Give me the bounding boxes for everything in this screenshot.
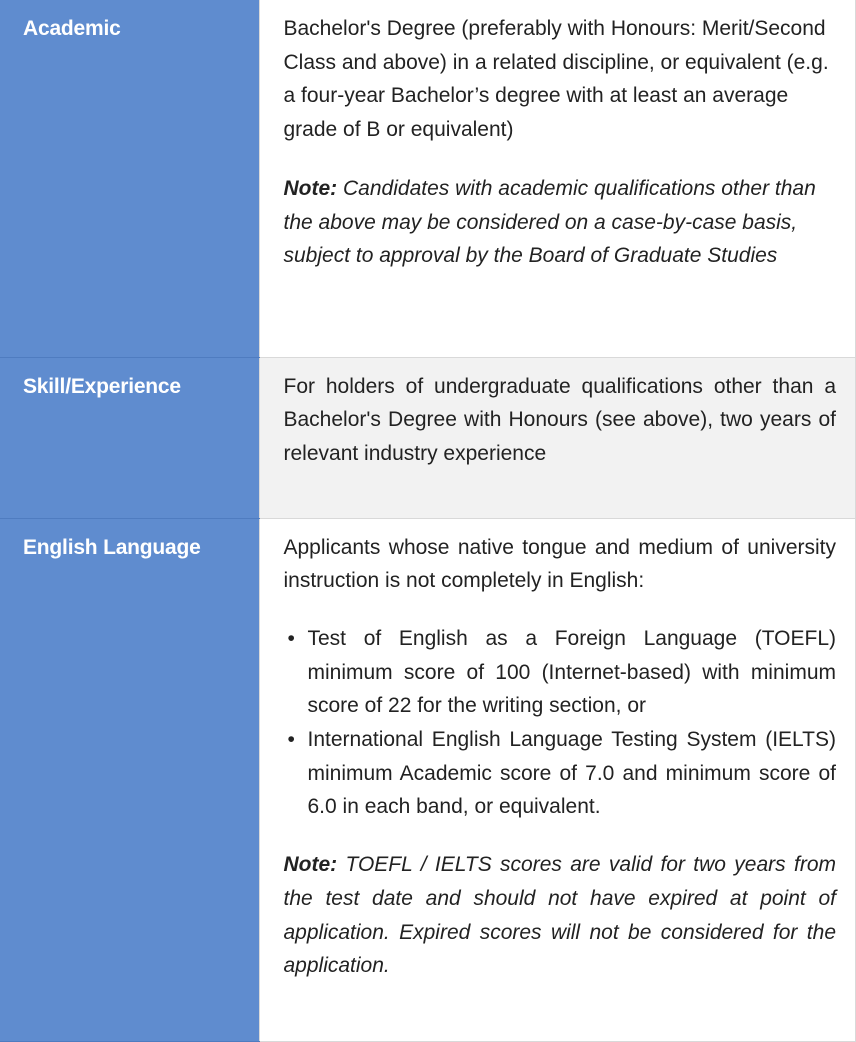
english-note <box>284 848 837 983</box>
english-intro-text: Applicants whose native tongue and medium of university instruction is not completely in English: <box>283 535 836 593</box>
row-value-skill-experience <box>259 357 856 518</box>
academic-note <box>284 172 837 273</box>
table-row-english-language <box>0 518 856 1041</box>
list-item-toefl <box>287 622 837 723</box>
academic-requirement-text: Bachelor's Degree (preferably with Honours: Merit/Second Class and above) in a related discipline, or equivalent (e.g. a four-year Bachelor’s degree with at least an average grade of B or equivalent) <box>283 17 829 142</box>
list-item-ielts <box>287 723 837 824</box>
row-label-english-language: English Language <box>0 518 259 1041</box>
table-row-academic <box>0 0 856 357</box>
row-label-skill-experience: Skill/Experience <box>0 357 259 518</box>
ielts-requirement-text: International English Language Testing System (IELTS) minimum Academic score of 7.0 and minimum score of 6.0 in each band, or equivalent. <box>307 728 836 819</box>
bullet-icon: • <box>287 728 295 752</box>
english-note-label: Note: <box>283 853 338 877</box>
bullet-icon: • <box>287 626 295 650</box>
skill-requirement-text: For holders of undergraduate qualifications other than a Bachelor's Degree with Honours (see above), two years of relevant industry experience <box>283 374 836 465</box>
toefl-requirement-text: Test of English as a Foreign Language (TOEFL) minimum score of 100 (Internet-based) with minimum score of 22 for the writing section, or <box>307 626 836 718</box>
row-value-academic <box>259 0 856 357</box>
row-value-english-language <box>259 518 856 1041</box>
table-row-skill-experience <box>0 357 856 518</box>
row-label-academic: Academic <box>0 0 259 357</box>
english-test-list <box>284 622 837 824</box>
english-note-text: TOEFL / IELTS scores are valid for two years from the test date and should not have expired at point of application. Expired scores will not be considered for the application. <box>283 853 836 978</box>
academic-note-label: Note: <box>283 176 338 200</box>
academic-note-text: Candidates with academic qualifications other than the above may be considered on a case-by-case basis, subject to approval by the Board of Graduate Studies <box>283 176 816 268</box>
